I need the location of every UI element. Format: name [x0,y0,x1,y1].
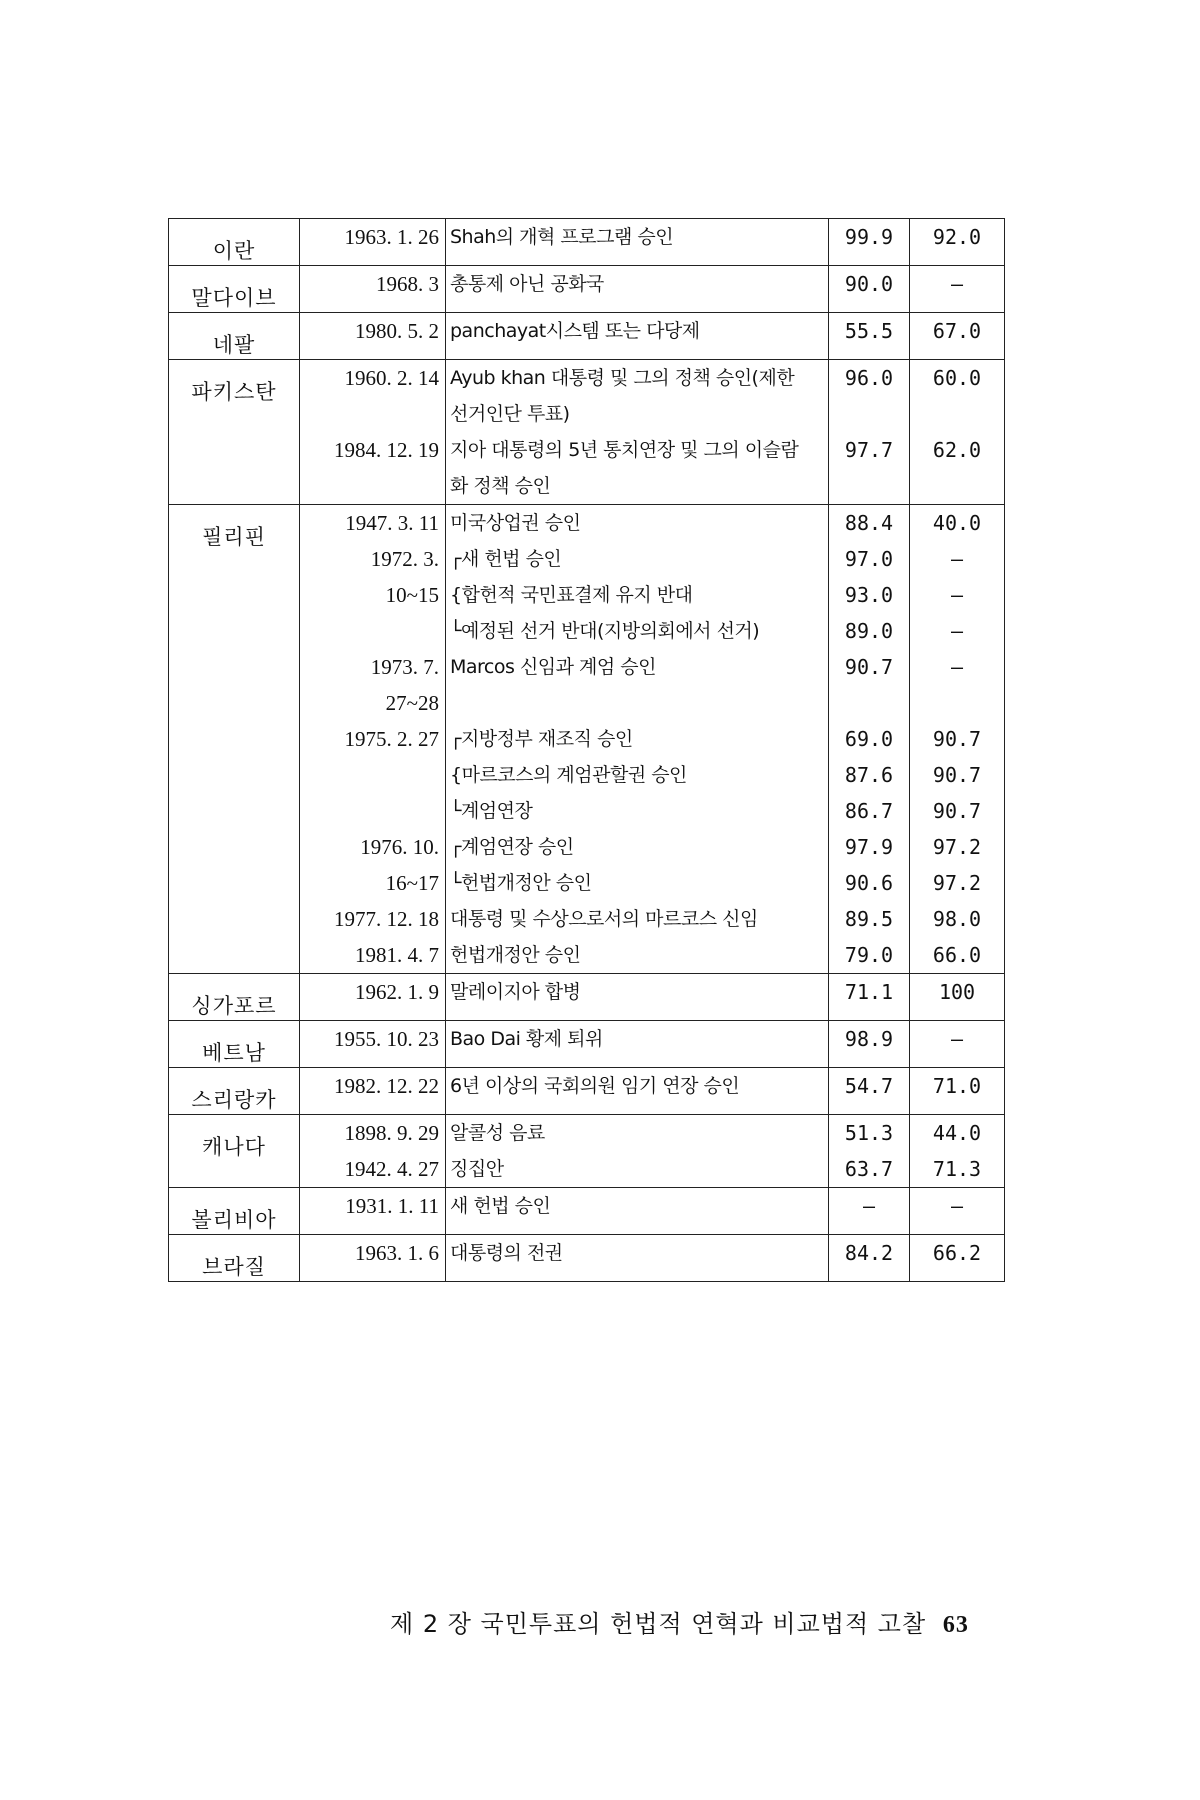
content-cell [446,505,829,542]
date-cell [300,541,446,649]
country-cell: 네팔 [169,313,300,360]
v2-cell [910,721,1005,829]
v1-cell [829,541,910,649]
v2-line: 98.0 [932,907,982,931]
date-line: 1982. 12. 22 [334,1074,439,1098]
v2-cell [910,1021,1005,1068]
v2-cell [910,1235,1005,1282]
v2-line: 90.7 [932,799,982,823]
v2-cell [910,974,1005,1021]
v1-cell [829,1068,910,1115]
content-line [446,685,828,721]
v2-cell [910,1188,1005,1235]
content-line: 6년 이상의 국회의원 임기 연장 승인 [450,1075,740,1097]
content-cell [446,937,829,974]
v2-line: 67.0 [932,319,982,343]
content-cell [446,219,829,266]
v2-line: — [950,583,964,607]
date-cell [300,1151,446,1188]
country-cell: 캐나다 [169,1115,300,1188]
content-cell [446,901,829,937]
v1-line: — [862,1194,876,1218]
v1-line: 71.1 [844,980,894,1004]
content-line: 말레이지아 합병 [450,981,581,1003]
v1-line: 98.9 [844,1027,894,1051]
content-line: 화 정책 승인 [450,475,551,497]
date-line: 1972. 3. [370,547,439,571]
v1-line: 88.4 [844,511,894,535]
v1-cell [829,937,910,974]
v1-line: 51.3 [844,1121,894,1145]
date-cell [300,432,446,505]
date-line: 1931. 1. 11 [345,1194,439,1218]
date-line: 1968. 3 [376,272,439,296]
content-line: └예정된 선거 반대(지방의회에서 선거) [450,620,760,642]
v2-line: 71.3 [932,1157,982,1181]
v1-line: 97.0 [844,547,894,571]
content-cell [446,1235,829,1282]
content-cell [446,1021,829,1068]
v2-line [910,468,1004,504]
v2-line: — [950,1027,964,1051]
v2-cell [910,432,1005,505]
content-line: 새 헌법 승인 [450,1195,551,1217]
v1-cell [829,505,910,542]
v1-cell [829,829,910,901]
v1-line: 99.9 [844,225,894,249]
v1-line [829,396,909,432]
v2-line: 100 [938,980,976,1004]
content-cell [446,829,829,901]
v2-cell [910,1068,1005,1115]
date-cell [300,937,446,974]
content-cell [446,1115,829,1152]
chapter-title: 제 2 장 국민투표의 헌법적 연혁과 비교법적 고찰 [390,1610,927,1638]
v2-cell [910,1115,1005,1152]
v2-cell [910,219,1005,266]
v2-line: — [950,1194,964,1218]
date-line: 27~28 [385,691,439,715]
v1-cell [829,974,910,1021]
date-cell [300,1115,446,1152]
content-line: ┌지방정부 재조직 승인 [450,728,633,750]
date-cell [300,266,446,313]
table-row [169,266,1005,313]
content-line: 미국상업권 승인 [450,512,581,534]
country-cell: 브라질 [169,1235,300,1282]
v2-line: — [950,655,964,679]
content-line: ┌새 헌법 승인 [450,548,562,570]
v1-line: 87.6 [844,763,894,787]
v2-cell [910,829,1005,901]
country-cell: 싱가포르 [169,974,300,1021]
content-line: Marcos 신임과 계엄 승인 [450,656,656,678]
v2-line: 62.0 [932,438,982,462]
date-cell [300,1068,446,1115]
table-row [169,974,1005,1021]
country-cell: 필리핀 [169,505,300,974]
date-cell [300,313,446,360]
content-line: ┌계엄연장 승인 [450,836,574,858]
v2-cell [910,901,1005,937]
v2-cell [910,505,1005,542]
v2-line: — [950,547,964,571]
v1-line: 97.9 [844,835,894,859]
content-cell [446,1151,829,1188]
date-cell [300,901,446,937]
v1-cell [829,1115,910,1152]
content-line: 대통령 및 수상으로서의 마르코스 신임 [450,908,758,930]
table-row [169,1068,1005,1115]
v2-cell [910,649,1005,721]
v2-line: 92.0 [932,225,982,249]
date-cell [300,721,446,829]
table-row [169,313,1005,360]
v1-cell [829,432,910,505]
content-cell [446,432,829,505]
v2-line: 40.0 [932,511,982,535]
table-row [169,505,1005,542]
date-cell [300,649,446,721]
date-line [300,396,445,432]
date-line: 1977. 12. 18 [334,907,439,931]
country-cell: 스리랑카 [169,1068,300,1115]
v1-line: 63.7 [844,1157,894,1181]
v2-line: 90.7 [932,763,982,787]
date-line: 1963. 1. 26 [344,225,439,249]
date-line: 1898. 9. 29 [344,1121,439,1145]
date-line [300,757,445,793]
table-row [169,1235,1005,1282]
date-line: 1981. 4. 7 [355,943,439,967]
v1-cell [829,649,910,721]
content-line: 대통령의 전권 [450,1242,563,1264]
v2-line [910,685,1004,721]
v1-line: 84.2 [844,1241,894,1265]
date-cell [300,829,446,901]
v2-cell [910,360,1005,433]
date-line: 1963. 1. 6 [355,1241,439,1265]
content-line: 지아 대통령의 5년 통치연장 및 그의 이슬람 [450,439,799,461]
date-line: 1942. 4. 27 [344,1157,439,1181]
date-cell [300,1188,446,1235]
v1-cell [829,1151,910,1188]
date-line: 1973. 7. [370,655,439,679]
v1-line: 54.7 [844,1074,894,1098]
v1-cell [829,1235,910,1282]
v1-cell [829,266,910,313]
date-line: 1980. 5. 2 [355,319,439,343]
content-line: Bao Dai 황제 퇴위 [450,1028,603,1050]
v2-cell [910,313,1005,360]
v1-line [829,685,909,721]
country-cell: 이란 [169,219,300,266]
date-cell [300,505,446,542]
v1-line: 97.7 [844,438,894,462]
v1-cell [829,219,910,266]
table-row [169,360,1005,433]
country-cell: 베트남 [169,1021,300,1068]
v2-cell [910,1151,1005,1188]
v2-line: 97.2 [932,871,982,895]
table-row [169,1021,1005,1068]
date-line: 1975. 2. 27 [344,727,439,751]
content-line: Shah의 개혁 프로그램 승인 [450,226,674,248]
content-line: 선거인단 투표) [450,403,570,425]
date-cell [300,219,446,266]
v1-line: 86.7 [844,799,894,823]
content-cell [446,1188,829,1235]
content-cell [446,360,829,433]
table-body [169,219,1005,1282]
page-footer [390,1604,990,1639]
table-row [169,1115,1005,1152]
content-line: └계엄연장 [450,800,533,822]
content-line: 징집안 [450,1158,504,1180]
date-line [300,793,445,829]
v1-line: 55.5 [844,319,894,343]
page-number: 63 [942,1612,969,1638]
v2-line: 90.7 [932,727,982,751]
v2-line: 66.2 [932,1241,982,1265]
v1-line: 69.0 [844,727,894,751]
v1-cell [829,721,910,829]
v1-line: 90.0 [844,272,894,296]
v1-line: 93.0 [844,583,894,607]
v1-line [829,468,909,504]
content-line: {마르코스의 계엄관할권 승인 [450,764,687,786]
content-line: panchayat시스템 또는 다당제 [450,320,700,342]
date-cell [300,360,446,433]
v2-line: — [950,272,964,296]
date-cell [300,974,446,1021]
content-cell [446,974,829,1021]
date-line: 1976. 10. [360,835,439,859]
v1-line: 90.6 [844,871,894,895]
v2-cell [910,937,1005,974]
v1-line: 89.5 [844,907,894,931]
date-line: 10~15 [385,583,439,607]
date-line: 1960. 2. 14 [344,366,439,390]
content-line: └헌법개정안 승인 [450,872,592,894]
v1-line: 96.0 [844,366,894,390]
date-line: 1947. 3. 11 [345,511,439,535]
date-line: 1955. 10. 23 [334,1027,439,1051]
v1-cell [829,1021,910,1068]
v2-line: 71.0 [932,1074,982,1098]
v2-line: 60.0 [932,366,982,390]
content-cell [446,1068,829,1115]
content-cell [446,313,829,360]
content-line: 총통제 아닌 공화국 [450,273,604,295]
date-line [300,613,445,649]
v1-cell [829,901,910,937]
v1-line: 89.0 [844,619,894,643]
content-cell [446,649,829,721]
v1-line: 90.7 [844,655,894,679]
date-line [300,468,445,504]
v2-cell [910,541,1005,649]
content-line: 알콜성 음료 [450,1122,545,1144]
v1-cell [829,1188,910,1235]
v1-cell [829,313,910,360]
country-cell: 말다이브 [169,266,300,313]
date-line: 1984. 12. 19 [334,438,439,462]
date-line: 1962. 1. 9 [355,980,439,1004]
table-row [169,1188,1005,1235]
content-cell [446,721,829,829]
v2-line: — [950,619,964,643]
content-cell [446,541,829,649]
v1-cell [829,360,910,433]
content-line: Ayub khan 대통령 및 그의 정책 승인(제한 [450,367,795,389]
v2-line: 44.0 [932,1121,982,1145]
date-cell [300,1235,446,1282]
content-cell [446,266,829,313]
date-cell [300,1021,446,1068]
v1-line: 79.0 [844,943,894,967]
v2-line [910,396,1004,432]
date-line: 16~17 [385,871,439,895]
content-line: 헌법개정안 승인 [450,944,581,966]
v2-line: 66.0 [932,943,982,967]
table-row [169,219,1005,266]
content-line: {합헌적 국민표결제 유지 반대 [450,584,693,606]
v2-cell [910,266,1005,313]
country-cell: 파키스탄 [169,360,300,505]
referendum-table [168,218,1005,1282]
country-cell: 볼리비아 [169,1188,300,1235]
v2-line: 97.2 [932,835,982,859]
